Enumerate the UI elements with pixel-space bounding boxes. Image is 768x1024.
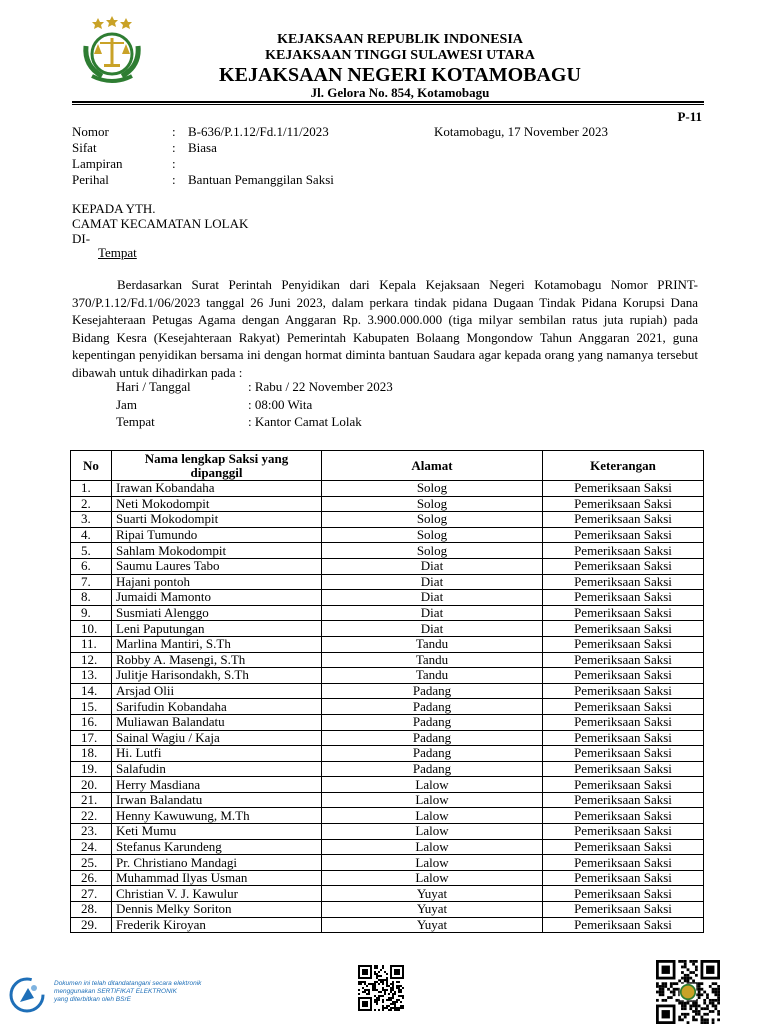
schedule-day-value: : Rabu / 22 November 2023 <box>248 379 393 394</box>
kejaksaan-emblem-icon <box>78 16 146 84</box>
table-row <box>71 527 704 543</box>
table-row <box>71 512 704 528</box>
table-row <box>71 855 704 871</box>
witness-name: Irawan Kobandaha <box>112 481 322 497</box>
table-row <box>71 714 704 730</box>
header-name-line-2: dipanggil <box>190 464 243 480</box>
witness-name: Christian V. J. Kawulur <box>112 886 322 902</box>
witness-address: Lalow <box>322 824 543 840</box>
witness-address: Lalow <box>322 777 543 793</box>
header-name-line-1: Nama lengkap Saksi yang <box>144 450 289 466</box>
witness-name: Sarifudin Kobandaha <box>112 699 322 715</box>
recipient-line-2: CAMAT KECAMATAN LOLAK <box>72 216 249 231</box>
witness-note: Pemeriksaan Saksi <box>543 605 704 621</box>
schedule-time-label: Jam <box>116 397 137 412</box>
witness-address: Padang <box>322 714 543 730</box>
letter-date: Kotamobagu, 17 November 2023 <box>434 124 609 139</box>
witness-note: Pemeriksaan Saksi <box>543 683 704 699</box>
schedule-time-value: : 08:00 Wita <box>248 397 313 412</box>
row-no: 29. <box>71 917 112 933</box>
witness-note: Pemeriksaan Saksi <box>543 777 704 793</box>
witness-address: Padang <box>322 761 543 777</box>
witness-note: Pemeriksaan Saksi <box>543 761 704 777</box>
witness-address: Solog <box>322 481 543 497</box>
header-name <box>112 451 322 481</box>
header-note: Keterangan <box>543 451 704 481</box>
row-no: 18. <box>71 746 112 762</box>
witness-name: Muliawan Balandatu <box>112 714 322 730</box>
recipient-line-1: KEPADA YTH. <box>72 201 156 216</box>
row-no: 22. <box>71 808 112 824</box>
perihal-label: Perihal <box>72 172 109 187</box>
row-no: 28. <box>71 902 112 918</box>
table-row <box>71 605 704 621</box>
row-no: 15. <box>71 699 112 715</box>
witness-address: Lalow <box>322 792 543 808</box>
witness-note: Pemeriksaan Saksi <box>543 636 704 652</box>
table-row <box>71 839 704 855</box>
witness-address: Diat <box>322 574 543 590</box>
row-no: 17. <box>71 730 112 746</box>
row-no: 25. <box>71 855 112 871</box>
witness-name: Salafudin <box>112 761 322 777</box>
table-row <box>71 668 704 684</box>
row-no: 5. <box>71 543 112 559</box>
colon: : <box>172 172 176 187</box>
table-row <box>71 886 704 902</box>
witness-note: Pemeriksaan Saksi <box>543 886 704 902</box>
witness-name: Sainal Wagiu / Kaja <box>112 730 322 746</box>
bsre-logo-icon <box>8 976 46 1014</box>
table-row <box>71 808 704 824</box>
row-no: 7. <box>71 574 112 590</box>
lampiran-label: Lampiran <box>72 156 123 171</box>
witness-address: Padang <box>322 730 543 746</box>
witness-address: Diat <box>322 621 543 637</box>
witness-name: Robby A. Masengi, S.Th <box>112 652 322 668</box>
table-row <box>71 870 704 886</box>
witness-name: Marlina Mantiri, S.Th <box>112 636 322 652</box>
witness-address: Yuyat <box>322 886 543 902</box>
table-row <box>71 746 704 762</box>
row-no: 13. <box>71 668 112 684</box>
recipient-line-4: Tempat <box>98 245 137 260</box>
table-row <box>71 574 704 590</box>
row-no: 20. <box>71 777 112 793</box>
witness-note: Pemeriksaan Saksi <box>543 730 704 746</box>
witness-name: Henny Kawuwung, M.Th <box>112 808 322 824</box>
header-divider <box>72 101 704 103</box>
table-row <box>71 652 704 668</box>
table-row <box>71 496 704 512</box>
row-no: 19. <box>71 761 112 777</box>
witness-name: Hajani pontoh <box>112 574 322 590</box>
table-row <box>71 543 704 559</box>
institution-title: KEJAKSAAN NEGERI KOTAMOBAGU <box>219 64 581 86</box>
witness-address: Diat <box>322 558 543 574</box>
witness-note: Pemeriksaan Saksi <box>543 714 704 730</box>
table-row <box>71 558 704 574</box>
table-row <box>71 730 704 746</box>
table-row <box>71 636 704 652</box>
witness-address: Solog <box>322 543 543 559</box>
row-no: 14. <box>71 683 112 699</box>
witness-name: Neti Mokodompit <box>112 496 322 512</box>
row-no: 23. <box>71 824 112 840</box>
witness-address: Padang <box>322 699 543 715</box>
witness-note: Pemeriksaan Saksi <box>543 917 704 933</box>
signature-qr-code-icon <box>656 960 720 1024</box>
witness-address: Lalow <box>322 855 543 871</box>
witness-note: Pemeriksaan Saksi <box>543 808 704 824</box>
witness-note: Pemeriksaan Saksi <box>543 621 704 637</box>
schedule-place-label: Tempat <box>116 414 155 429</box>
colon: : <box>172 124 176 139</box>
table-header-row <box>71 451 704 481</box>
witness-note: Pemeriksaan Saksi <box>543 590 704 606</box>
witness-note: Pemeriksaan Saksi <box>543 839 704 855</box>
witness-name: Hi. Lutfi <box>112 746 322 762</box>
witness-name: Pr. Christiano Mandagi <box>112 855 322 871</box>
row-no: 8. <box>71 590 112 606</box>
witness-name: Herry Masdiana <box>112 777 322 793</box>
table-row <box>71 621 704 637</box>
witness-name: Saumu Laures Tabo <box>112 558 322 574</box>
institution-line-2: KEJAKSAAN TINGGI SULAWESI UTARA <box>265 48 535 63</box>
witness-name: Muhammad Ilyas Usman <box>112 870 322 886</box>
witness-note: Pemeriksaan Saksi <box>543 824 704 840</box>
recipient-line-3: DI- <box>72 231 91 246</box>
witness-name: Irwan Balandatu <box>112 792 322 808</box>
witness-note: Pemeriksaan Saksi <box>543 574 704 590</box>
witness-address: Tandu <box>322 668 543 684</box>
table-row <box>71 699 704 715</box>
table-body <box>71 481 704 933</box>
witness-name: Stefanus Karundeng <box>112 839 322 855</box>
witness-note: Pemeriksaan Saksi <box>543 527 704 543</box>
row-no: 24. <box>71 839 112 855</box>
nomor-value: B-636/P.1.12/Fd.1/11/2023 <box>188 124 329 139</box>
bsre-notice-line-1: Dokumen ini telah ditandatangani secara elektronik <box>54 980 202 987</box>
witness-name: Julitje Harisondakh, S.Th <box>112 668 322 684</box>
witness-name: Frederik Kiroyan <box>112 917 322 933</box>
witness-note: Pemeriksaan Saksi <box>543 902 704 918</box>
witness-address: Padang <box>322 683 543 699</box>
witness-note: Pemeriksaan Saksi <box>543 792 704 808</box>
row-no: 2. <box>71 496 112 512</box>
witness-table <box>70 450 704 933</box>
witness-note: Pemeriksaan Saksi <box>543 668 704 684</box>
witness-address: Lalow <box>322 870 543 886</box>
witness-address: Tandu <box>322 636 543 652</box>
row-no: 21. <box>71 792 112 808</box>
witness-name: Keti Mumu <box>112 824 322 840</box>
witness-address: Solog <box>322 496 543 512</box>
row-no: 16. <box>71 714 112 730</box>
witness-note: Pemeriksaan Saksi <box>543 496 704 512</box>
table-row <box>71 683 704 699</box>
witness-address: Yuyat <box>322 902 543 918</box>
witness-note: Pemeriksaan Saksi <box>543 870 704 886</box>
nomor-label: Nomor <box>72 124 109 139</box>
perihal-value: Bantuan Pemanggilan Saksi <box>188 172 334 187</box>
witness-name: Ripai Tumundo <box>112 527 322 543</box>
witness-name: Arsjad Olii <box>112 683 322 699</box>
witness-note: Pemeriksaan Saksi <box>543 512 704 528</box>
witness-address: Padang <box>322 746 543 762</box>
row-no: 4. <box>71 527 112 543</box>
row-no: 26. <box>71 870 112 886</box>
witness-address: Yuyat <box>322 917 543 933</box>
row-no: 3. <box>71 512 112 528</box>
row-no: 10. <box>71 621 112 637</box>
witness-note: Pemeriksaan Saksi <box>543 746 704 762</box>
witness-address: Diat <box>322 590 543 606</box>
bsre-notice-line-2: menggunakan SERTIFIKAT ELEKTRONIK <box>54 988 177 995</box>
schedule-place-value: : Kantor Camat Lolak <box>248 414 362 429</box>
witness-address: Solog <box>322 527 543 543</box>
bsre-notice-line-3: yang diterbitkan oleh BSrE <box>54 996 131 1003</box>
witness-note: Pemeriksaan Saksi <box>543 481 704 497</box>
header-address: Alamat <box>322 451 543 481</box>
row-no: 12. <box>71 652 112 668</box>
body-paragraph: Berdasarkan Surat Perintah Penyidikan dari Kepala Kejaksaan Negeri Kotamobagu Nomor PRINT-370/P.1.12/Fd.1/06/2023 tanggal 26 Juni 2023, dalam perkara tindak pidana Dugaan Tindak Pidana Korupsi Dana Kesejahteraan Petugas Agama dengan Anggaran Rp. 3.900.000.000 (tiga milyar sembilan ratus juta rupiah) pada Bidang Kesra (Kesejahteraan Rakyat) Pemerintah Kabupaten Bolaang Mongondow Tahun Anggaran 2021, guna kepentingan penyidikan bersama ini dengan hormat diminta bantuan Saudara agar kepada orang yang namanya tersebut dibawah untuk dihadirkan pada : <box>72 277 698 380</box>
witness-note: Pemeriksaan Saksi <box>543 652 704 668</box>
table-row <box>71 777 704 793</box>
colon: : <box>172 156 176 171</box>
witness-address: Lalow <box>322 808 543 824</box>
schedule-day-label: Hari / Tanggal <box>116 379 191 394</box>
sifat-value: Biasa <box>188 140 217 155</box>
witness-name: Sahlam Mokodompit <box>112 543 322 559</box>
colon: : <box>172 140 176 155</box>
witness-name: Suarti Mokodompit <box>112 512 322 528</box>
witness-note: Pemeriksaan Saksi <box>543 699 704 715</box>
row-no: 27. <box>71 886 112 902</box>
row-no: 1. <box>71 481 112 497</box>
witness-note: Pemeriksaan Saksi <box>543 543 704 559</box>
row-no: 11. <box>71 636 112 652</box>
bsre-notice <box>54 980 201 1004</box>
table-row <box>71 917 704 933</box>
witness-name: Dennis Melky Soriton <box>112 902 322 918</box>
witness-address: Diat <box>322 605 543 621</box>
row-no: 9. <box>71 605 112 621</box>
table-row <box>71 590 704 606</box>
witness-address: Tandu <box>322 652 543 668</box>
witness-name: Leni Paputungan <box>112 621 322 637</box>
witness-note: Pemeriksaan Saksi <box>543 558 704 574</box>
header-divider-thin <box>72 104 704 105</box>
header-no: No <box>71 451 112 481</box>
table-row <box>71 824 704 840</box>
table-row <box>71 761 704 777</box>
institution-address: Jl. Gelora No. 854, Kotamobagu <box>310 85 490 100</box>
witness-address: Solog <box>322 512 543 528</box>
witness-address: Lalow <box>322 839 543 855</box>
institution-line-1: KEJAKSAAN REPUBLIK INDONESIA <box>277 32 523 47</box>
table-row <box>71 902 704 918</box>
table-row <box>71 481 704 497</box>
table-row <box>71 792 704 808</box>
sifat-label: Sifat <box>72 140 97 155</box>
form-code: P-11 <box>677 109 702 124</box>
witness-note: Pemeriksaan Saksi <box>543 855 704 871</box>
witness-name: Jumaidi Mamonto <box>112 590 322 606</box>
row-no: 6. <box>71 558 112 574</box>
witness-name: Susmiati Alenggo <box>112 605 322 621</box>
qr-code-icon <box>358 965 404 1011</box>
